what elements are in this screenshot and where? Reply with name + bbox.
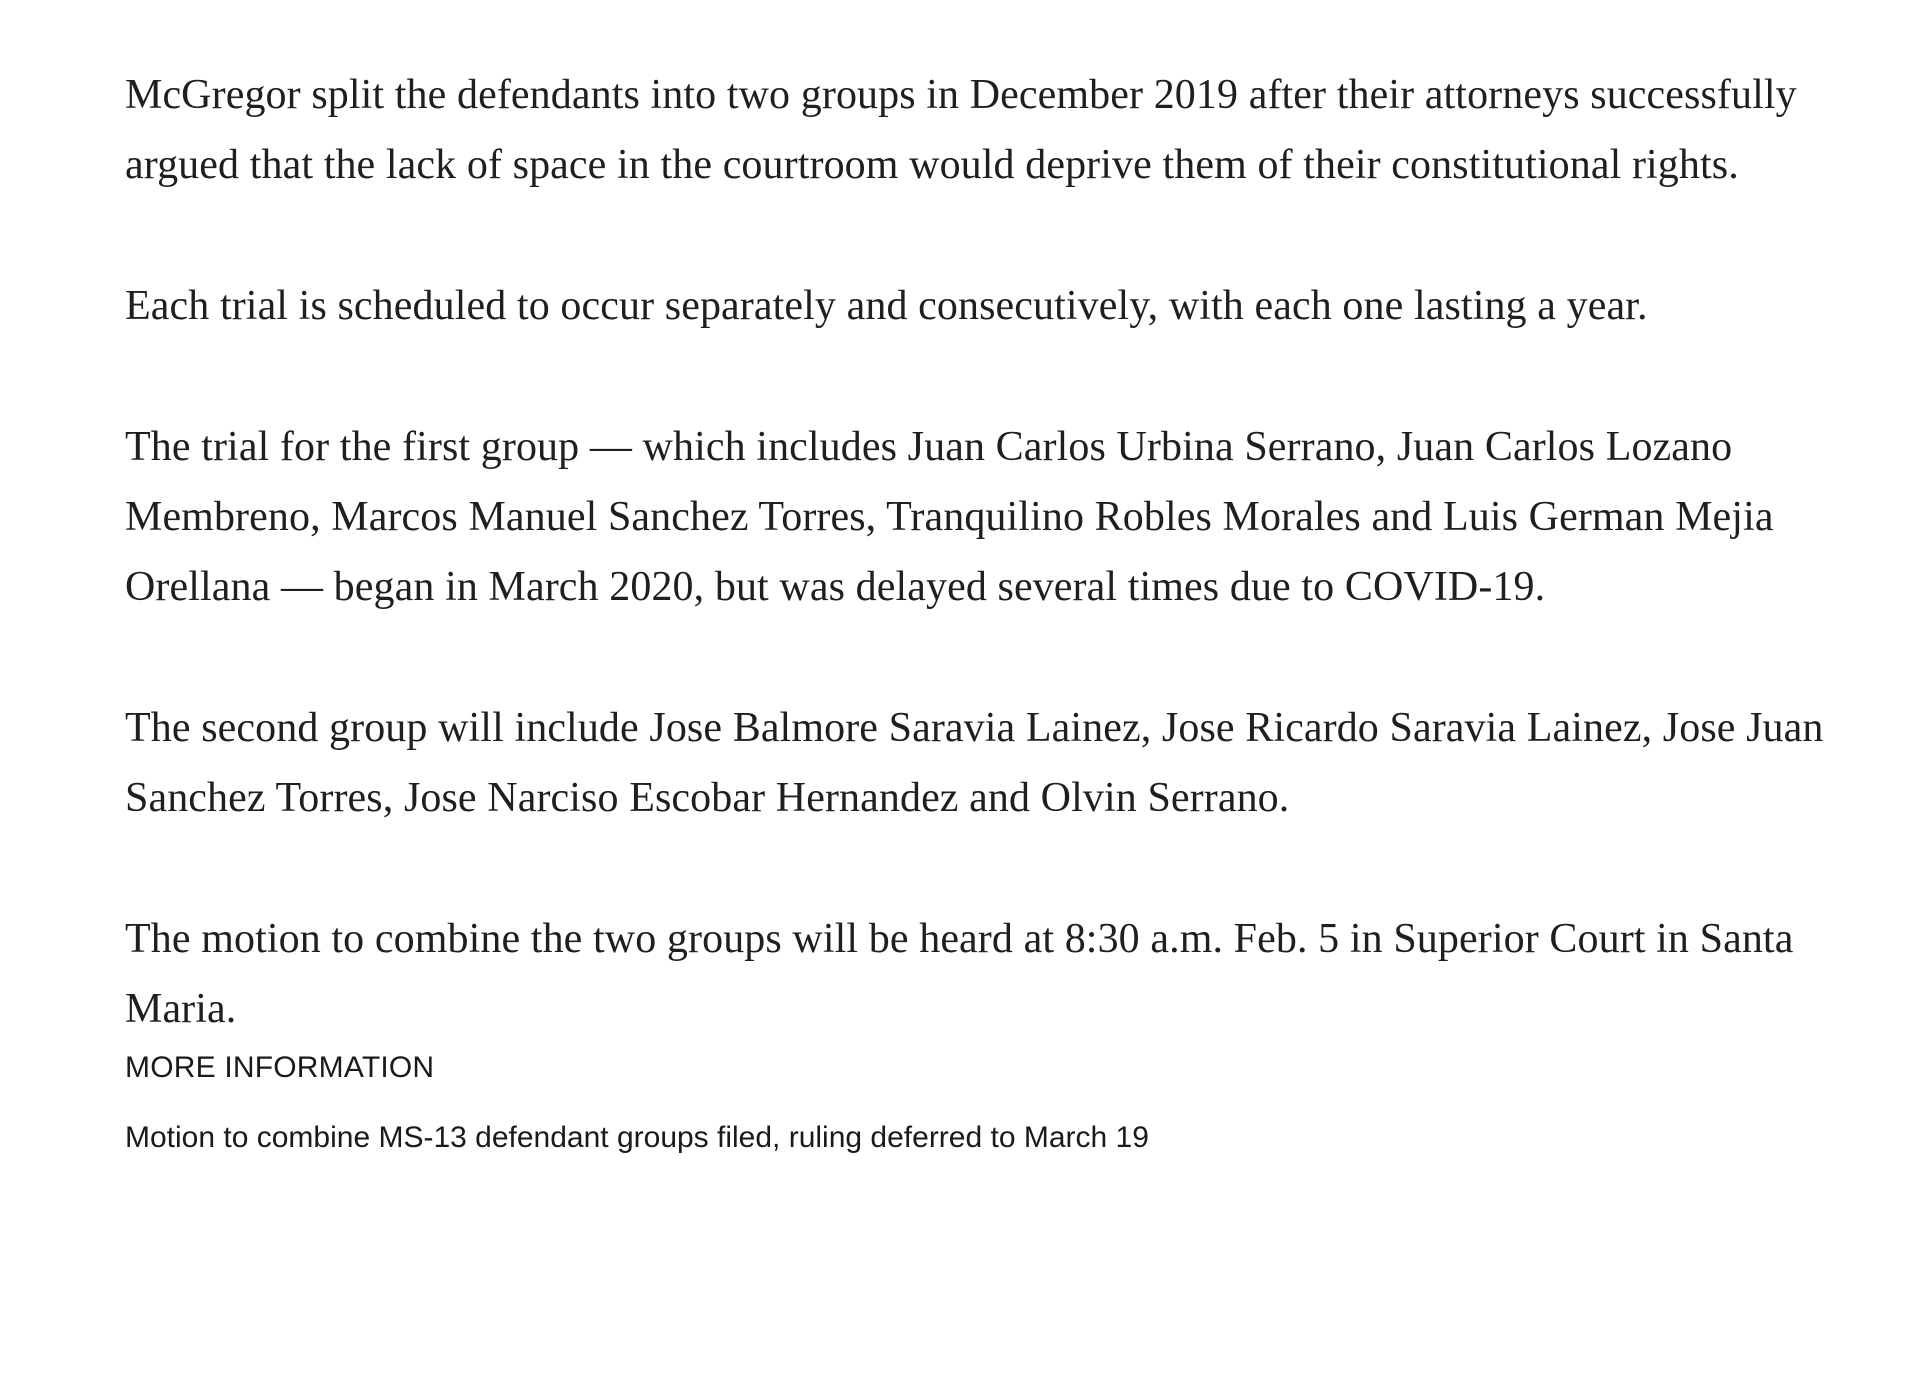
article-paragraph: The trial for the first group — which includes Juan Carlos Urbina Serrano, Juan Carlos Lozano Membreno, Marcos Manuel Sanchez Torres, Tranquilino Robles Morales and Luis German Mejia Orellana — began in March 2020, but was delayed several times due to COVID-19. <box>125 424 1774 610</box>
article-body <box>125 60 1825 1156</box>
article-paragraph: Each trial is scheduled to occur separately and consecutively, with each one lasting a year. <box>125 283 1648 329</box>
more-information-heading: MORE INFORMATION <box>125 1051 435 1084</box>
related-article-link[interactable]: Motion to combine MS-13 defendant groups filed, ruling deferred to March 19 <box>125 1121 1149 1154</box>
article-paragraph: McGregor split the defendants into two groups in December 2019 after their attorneys successfully argued that the lack of space in the courtroom would deprive them of their constitutional rights. <box>125 72 1797 188</box>
article-paragraph: The motion to combine the two groups will be heard at 8:30 a.m. Feb. 5 in Superior Court in Santa Maria. <box>125 916 1794 1032</box>
article-paragraph: The second group will include Jose Balmore Saravia Lainez, Jose Ricardo Saravia Lainez, Jose Juan Sanchez Torres, Jose Narciso Escobar Hernandez and Olvin Serrano. <box>125 705 1824 821</box>
